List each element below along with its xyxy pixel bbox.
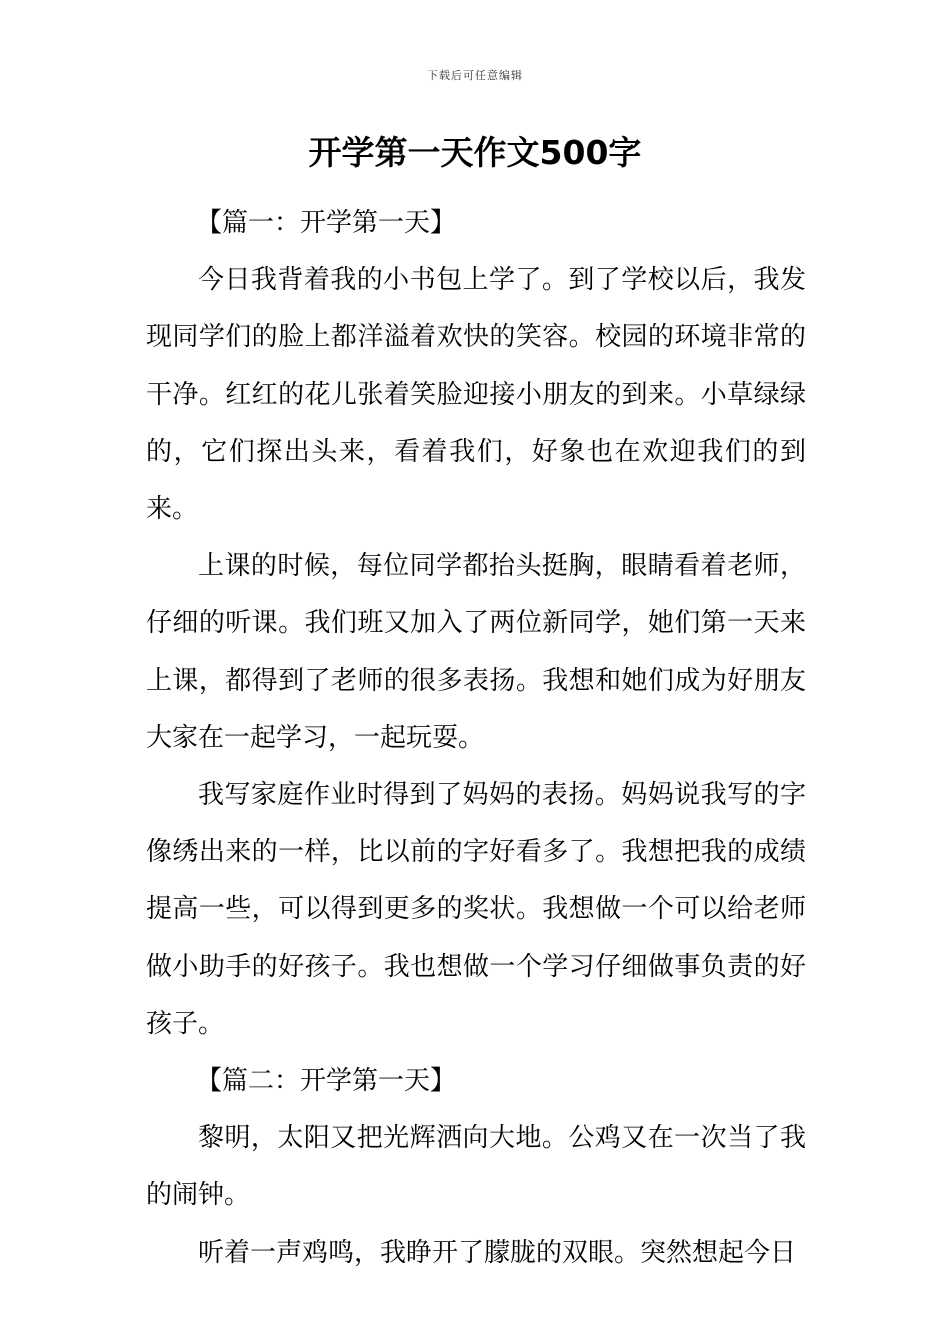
document-title: 开学第一天作文500字 — [308, 133, 642, 172]
section-heading-2: 【篇二：开学第一天】 — [196, 1066, 457, 1097]
page-header-note: 下载后可任意编辑 — [427, 69, 523, 82]
paragraph-3: 我写家庭作业时得到了妈妈的表扬。妈妈说我写的字像绣出来的一样，比以前的字好看多了。我想把我的成绩提高一些，可以得到更多的奖状。我想做一个可以给老师做小助手的好孩子。我也想做一个学习仔细做事负责的好孩子。 — [146, 780, 806, 1039]
paragraph-4: 黎明，太阳又把光辉洒向大地。公鸡又在一次当了我的闹钟。 — [146, 1123, 806, 1211]
section-heading-1: 【篇一：开学第一天】 — [196, 208, 457, 238]
paragraph-5: 听着一声鸡鸣，我睁开了朦胧的双眼。突然想起今日 — [198, 1237, 797, 1268]
paragraph-2: 上课的时候，每位同学都抬头挺胸，眼睛看着老师，仔细的听课。我们班又加入了两位新同学，她们第一天来上课，都得到了老师的很多表扬。我想和她们成为好朋友大家在一起学习，一起玩耍。 — [146, 551, 806, 753]
paragraph-1: 今日我背着我的小书包上学了。到了学校以后，我发现同学们的脸上都洋溢着欢快的笑容。校园的环境非常的干净。红红的花儿张着笑脸迎接小朋友的到来。小草绿绿的，它们探出头来，看着我们，好象也在欢迎我们的到来。 — [146, 265, 806, 525]
document-body — [146, 195, 806, 1282]
